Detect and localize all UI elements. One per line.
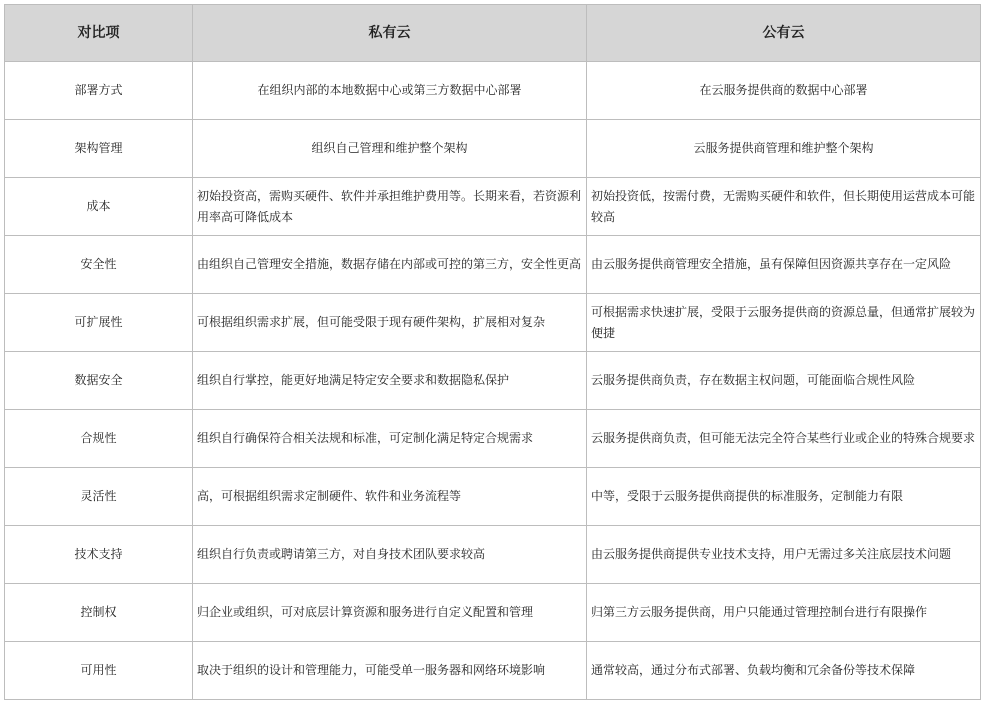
comparison-table-wrapper: [4, 4, 980, 700]
private-cell: 组织自行负责或聘请第三方，对自身技术团队要求较高: [193, 526, 587, 584]
public-cell: 归第三方云服务提供商，用户只能通过管理控制台进行有限操作: [587, 584, 981, 642]
table-row: [5, 468, 981, 526]
table-row: [5, 178, 981, 236]
private-cell: 归企业或组织，可对底层计算资源和服务进行自定义配置和管理: [193, 584, 587, 642]
private-cell: 组织自己管理和维护整个架构: [193, 120, 587, 178]
row-item: 灵活性: [5, 468, 193, 526]
table-row: [5, 236, 981, 294]
private-cell: 组织自行掌控，能更好地满足特定安全要求和数据隐私保护: [193, 352, 587, 410]
private-cell: 取决于组织的设计和管理能力，可能受单一服务器和网络环境影响: [193, 642, 587, 700]
public-cell: 中等，受限于云服务提供商提供的标准服务，定制能力有限: [587, 468, 981, 526]
row-item: 合规性: [5, 410, 193, 468]
row-item: 数据安全: [5, 352, 193, 410]
header-item: 对比项: [5, 5, 193, 62]
public-cell: 由云服务提供商管理安全措施，虽有保障但因资源共享存在一定风险: [587, 236, 981, 294]
row-item: 技术支持: [5, 526, 193, 584]
table-row: [5, 62, 981, 120]
row-item: 可用性: [5, 642, 193, 700]
table-row: [5, 120, 981, 178]
row-item: 部署方式: [5, 62, 193, 120]
row-item: 架构管理: [5, 120, 193, 178]
private-cell: 可根据组织需求扩展，但可能受限于现有硬件架构，扩展相对复杂: [193, 294, 587, 352]
header-public-cloud: 公有云: [587, 5, 981, 62]
public-cell: 云服务提供商负责，存在数据主权问题，可能面临合规性风险: [587, 352, 981, 410]
public-cell: 可根据需求快速扩展，受限于云服务提供商的资源总量，但通常扩展较为便捷: [587, 294, 981, 352]
public-cell: 云服务提供商负责，但可能无法完全符合某些行业或企业的特殊合规要求: [587, 410, 981, 468]
table-row: [5, 642, 981, 700]
table-row: [5, 352, 981, 410]
table-row: [5, 584, 981, 642]
row-item: 安全性: [5, 236, 193, 294]
private-cell: 由组织自己管理安全措施，数据存储在内部或可控的第三方，安全性更高: [193, 236, 587, 294]
public-cell: 通常较高，通过分布式部署、负载均衡和冗余备份等技术保障: [587, 642, 981, 700]
private-cell: 初始投资高，需购买硬件、软件并承担维护费用等。长期来看，若资源利用率高可降低成本: [193, 178, 587, 236]
table-row: [5, 294, 981, 352]
private-cell: 在组织内部的本地数据中心或第三方数据中心部署: [193, 62, 587, 120]
private-cell: 高，可根据组织需求定制硬件、软件和业务流程等: [193, 468, 587, 526]
row-item: 控制权: [5, 584, 193, 642]
public-cell: 由云服务提供商提供专业技术支持，用户无需过多关注底层技术问题: [587, 526, 981, 584]
row-item: 成本: [5, 178, 193, 236]
public-cell: 云服务提供商管理和维护整个架构: [587, 120, 981, 178]
public-cell: 初始投资低，按需付费，无需购买硬件和软件，但长期使用运营成本可能较高: [587, 178, 981, 236]
table-row: [5, 410, 981, 468]
header-row: [5, 5, 981, 62]
comparison-table: [4, 4, 981, 700]
private-cell: 组织自行确保符合相关法规和标准，可定制化满足特定合规需求: [193, 410, 587, 468]
row-item: 可扩展性: [5, 294, 193, 352]
header-private-cloud: 私有云: [193, 5, 587, 62]
table-row: [5, 526, 981, 584]
public-cell: 在云服务提供商的数据中心部署: [587, 62, 981, 120]
